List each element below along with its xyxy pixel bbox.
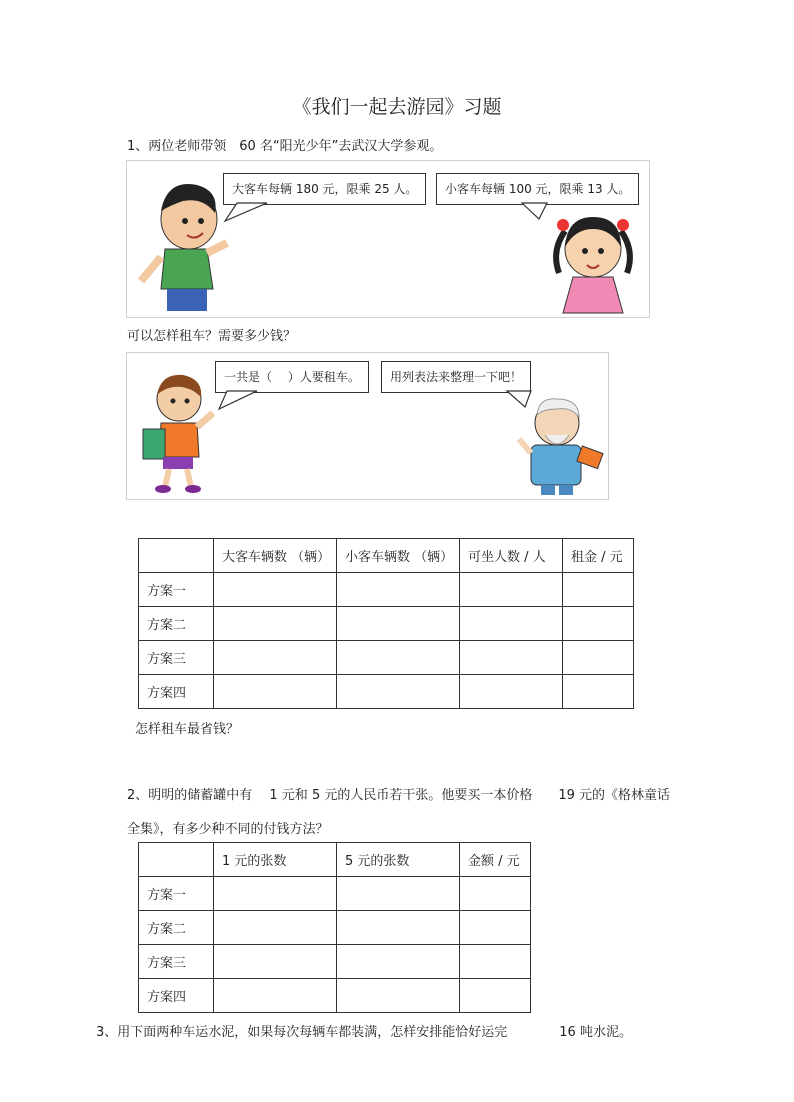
table-row (139, 607, 634, 641)
question-1-prompt: 可以怎样租车？需要多少钱？ (127, 329, 297, 344)
answer-cell[interactable] (214, 607, 337, 641)
payment-methods-table (138, 842, 531, 1013)
row-label: 方案一 (139, 573, 214, 607)
row-label: 方案四 (139, 675, 214, 709)
answer-cell[interactable] (214, 675, 337, 709)
answer-cell[interactable] (214, 911, 337, 945)
answer-cell[interactable] (214, 877, 337, 911)
answer-cell[interactable] (563, 607, 634, 641)
answer-cell[interactable] (337, 945, 460, 979)
answer-cell[interactable] (563, 573, 634, 607)
answer-cell[interactable] (460, 877, 531, 911)
speech-bubble-use-table: 用列表法来整理一下吧！ (381, 361, 531, 393)
row-label: 方案二 (139, 911, 214, 945)
question-2-line-1: 2、明明的储蓄罐中有 1 元和 5 元的人民币若干张。他要买一本价格 19 元的《格林童话 (127, 788, 671, 803)
answer-cell[interactable] (337, 573, 460, 607)
question-2-line-2: 全集》，有多少种不同的付钱方法？ (127, 822, 329, 837)
speech-bubble-total-people: 一共是（ ）人要租车。 (215, 361, 369, 393)
row-label: 方案四 (139, 979, 214, 1013)
answer-cell[interactable] (460, 911, 531, 945)
question-3-text: 3、用下面两种车运水泥，如果每次每辆车都装满，怎样安排能恰好运完 16 吨水泥。 (96, 1025, 632, 1040)
answer-cell[interactable] (460, 641, 563, 675)
table-row (139, 911, 531, 945)
table-header-cell: 可坐人数 / 人 (460, 539, 563, 573)
table-row (139, 945, 531, 979)
answer-cell[interactable] (460, 675, 563, 709)
table-row (139, 573, 634, 607)
table-row (139, 675, 634, 709)
question-1-text: 1、两位老师带领 60 名“阳光少年”去武汉大学参观。 (127, 139, 443, 154)
answer-cell[interactable] (214, 641, 337, 675)
table-header-cell: 1 元的张数 (214, 843, 337, 877)
answer-cell[interactable] (214, 979, 337, 1013)
table-header-cell: 5 元的张数 (337, 843, 460, 877)
grandpa-teacher-icon (519, 399, 603, 495)
answer-cell[interactable] (460, 573, 563, 607)
answer-cell[interactable] (214, 573, 337, 607)
table-header-cell (139, 843, 214, 877)
scene-table-hint (126, 352, 609, 500)
scene-bus-prices (126, 160, 650, 318)
answer-cell[interactable] (337, 607, 460, 641)
answer-cell[interactable] (563, 675, 634, 709)
answer-cell[interactable] (460, 945, 531, 979)
answer-cell[interactable] (337, 911, 460, 945)
answer-cell[interactable] (460, 979, 531, 1013)
answer-cell[interactable] (214, 945, 337, 979)
student-boy-icon (143, 375, 213, 493)
table-header-cell: 大客车辆数 （辆） (214, 539, 337, 573)
answer-cell[interactable] (337, 641, 460, 675)
bus-rental-table (138, 538, 634, 709)
table-header-cell: 租金 / 元 (563, 539, 634, 573)
table-header-cell (139, 539, 214, 573)
boy-character-icon (141, 184, 227, 311)
answer-cell[interactable] (337, 675, 460, 709)
page-title: 《我们一起去游园》习题 (292, 96, 502, 118)
answer-cell[interactable] (460, 607, 563, 641)
speech-bubble-small-bus: 小客车每辆 100 元，限乘 13 人。 (436, 173, 639, 205)
table-row (139, 877, 531, 911)
answer-cell[interactable] (337, 877, 460, 911)
table-header-cell: 小客车辆数 （辆） (337, 539, 460, 573)
row-label: 方案三 (139, 641, 214, 675)
table-row (139, 979, 531, 1013)
speech-bubble-big-bus: 大客车每辆 180 元，限乘 25 人。 (223, 173, 426, 205)
girl-character-icon (556, 217, 630, 313)
row-label: 方案一 (139, 877, 214, 911)
answer-cell[interactable] (563, 641, 634, 675)
row-label: 方案二 (139, 607, 214, 641)
answer-cell[interactable] (337, 979, 460, 1013)
table-row (139, 641, 634, 675)
question-1-followup: 怎样租车最省钱？ (135, 722, 240, 737)
cartoon-boy-grandpa-illustration (127, 353, 608, 499)
row-label: 方案三 (139, 945, 214, 979)
cartoon-children-illustration (127, 161, 649, 317)
table-header-cell: 金额 / 元 (460, 843, 531, 877)
